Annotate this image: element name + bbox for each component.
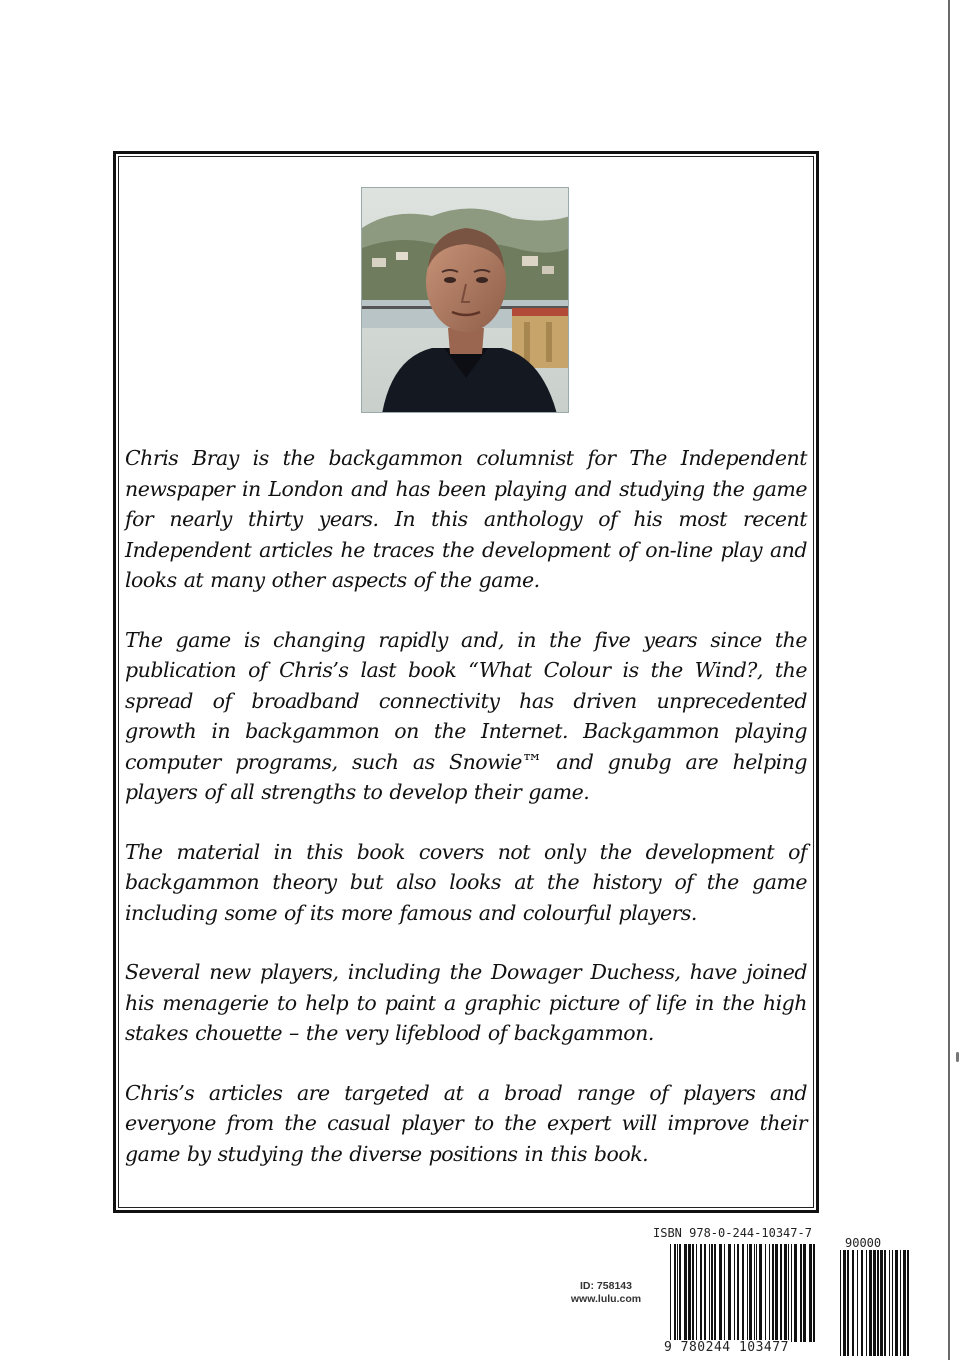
back-cover-blurb [125, 443, 807, 1198]
page-edge-line [948, 0, 950, 1360]
barcode-digits: 9 780244 103477 [664, 1340, 789, 1355]
page-edge-mark [956, 1052, 959, 1062]
isbn-label: ISBN 978-0-244-10347-7 [653, 1226, 812, 1240]
blurb-paragraph: Chris Bray is the backgammon columnist for The Independent newspaper in London and has been playing and studying the game for nearly thirty years. In this anthology of his most recent Independent articles he traces the development of on-line play and looks at many other aspects of the game. [125, 446, 807, 592]
blurb-paragraph: The material in this book covers not only the development of backgammon theory but also looks at the history of the game including some of its more famous and colourful players. [125, 839, 807, 925]
price-addon-barcode [840, 1250, 912, 1356]
blurb-paragraph: The game is changing rapidly and, in the five years since the publication of Chris’s last book “What Colour is the Wind?, the spread of broadband connectivity has driven unprecedented growth in backgammon on the Internet. Backgammon playing computer programs, such as Snowie™ and gnubg are helping players of all strengths to develop their game. [125, 627, 807, 804]
blurb-paragraph: Several new players, including the Dowager Duchess, have joined his menagerie to help to paint a graphic picture of life in the high stakes chouette – the very lifeblood of backgammon. [125, 960, 807, 1045]
price-code: 90000 [845, 1236, 882, 1250]
publisher-url: www.lulu.com [570, 1293, 642, 1305]
publisher-id: ID: 758143 [580, 1280, 632, 1292]
author-photo [361, 187, 569, 413]
blurb-paragraph: Chris’s articles are targeted at a broad range of players and everyone from the casual player to the expert will improve their game by studying the diverse positions in this book. [125, 1080, 807, 1166]
isbn-barcode [670, 1244, 816, 1342]
publisher-info [550, 1280, 662, 1306]
